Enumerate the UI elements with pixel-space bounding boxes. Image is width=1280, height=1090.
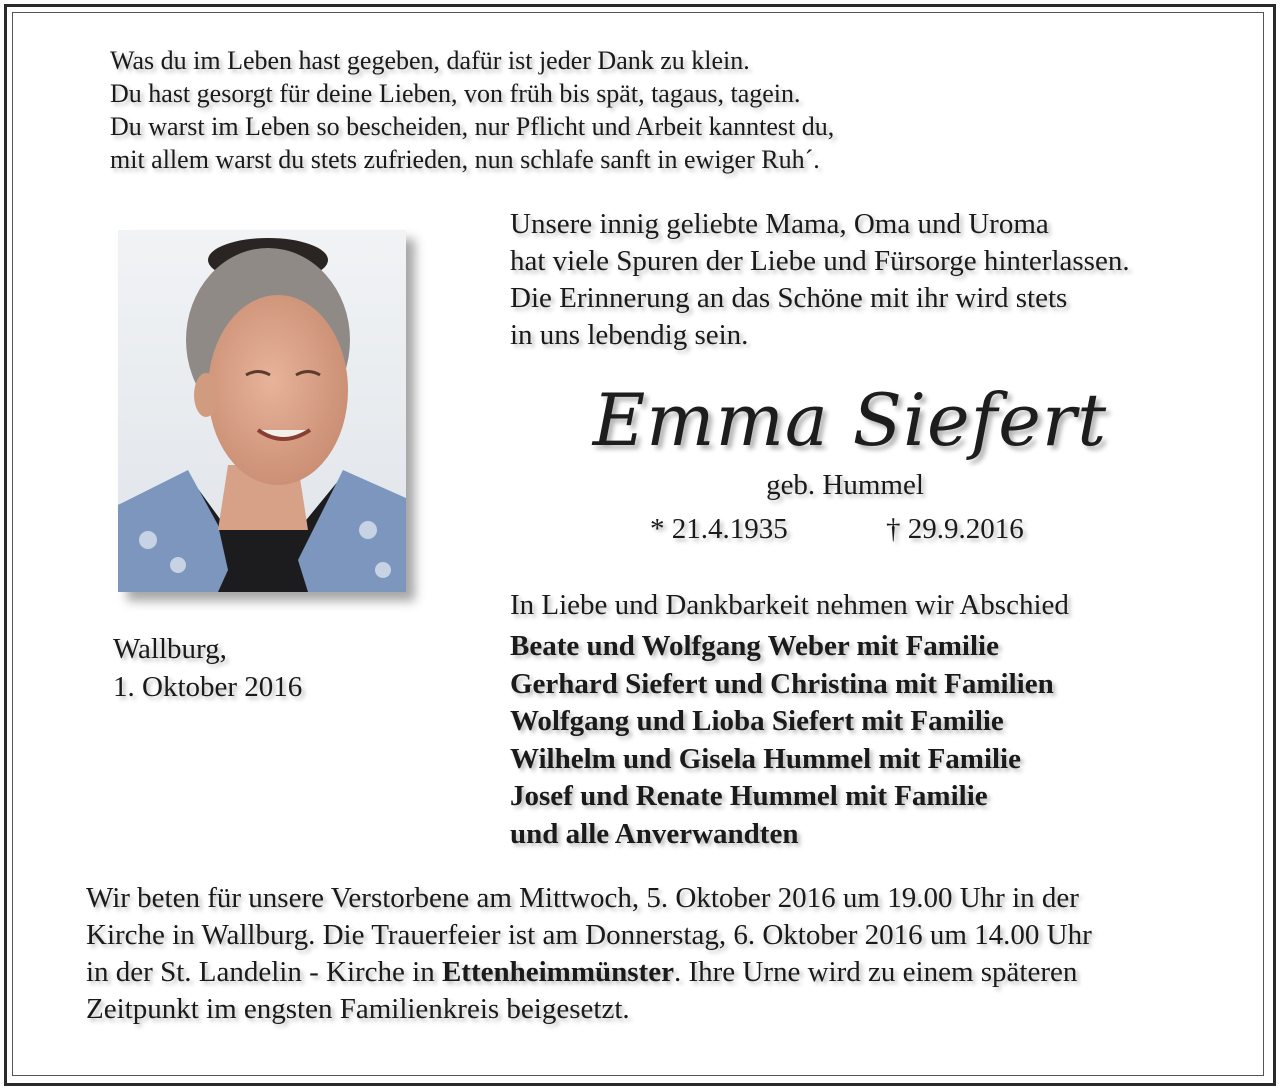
intro-line: Unsere innig geliebte Mama, Oma und Uroma <box>510 208 1049 240</box>
service-text: . Ihre Urne wird zu einem späteren <box>673 956 1078 988</box>
service-details <box>86 880 1236 1028</box>
poem-line: Du warst im Leben so bescheiden, nur Pflicht und Arbeit kanntest du, <box>110 112 835 141</box>
service-line: Kirche in Wallburg. Die Trauerfeier ist am Donnerstag, 6. Oktober 2016 um 14.00 Uhr <box>86 919 1092 951</box>
birth-date: * 21.4.1935 <box>650 513 788 545</box>
portrait-image <box>118 230 406 592</box>
portrait-photo <box>118 230 406 592</box>
mourner-entry: Wilhelm und Gisela Hummel mit Familie <box>510 742 1021 775</box>
service-line: Zeitpunkt im engsten Familienkreis beigesetzt. <box>86 993 630 1025</box>
mourner-entry: Beate und Wolfgang Weber mit Familie <box>510 630 999 662</box>
mourner-entry: Gerhard Siefert und Christina mit Familien <box>510 667 1054 700</box>
farewell-line: In Liebe und Dankbarkeit nehmen wir Abschied <box>510 589 1069 621</box>
service-line <box>86 954 1236 991</box>
mourner-entry: Wolfgang und Lioba Siefert mit Familie <box>510 705 1004 737</box>
poem-line: mit allem warst du stets zufrieden, nun schlafe sanft in ewiger Ruh´. <box>110 145 820 174</box>
deceased-name: Emma Siefert <box>592 378 1108 462</box>
date: 1. Oktober 2016 <box>113 671 303 703</box>
memorial-poem <box>110 44 834 176</box>
service-line: Wir beten für unsere Verstorbene am Mittwoch, 5. Oktober 2016 um 19.00 Uhr in der <box>86 882 1079 914</box>
place-and-date <box>113 630 302 706</box>
church-location: Ettenheimmünster <box>441 956 674 988</box>
intro-line: hat viele Spuren der Liebe und Fürsorge hinterlassen. <box>510 245 1130 277</box>
service-text: in der St. Landelin - Kirche in <box>86 956 442 988</box>
mourner-entry: und alle Anverwandten <box>510 817 799 850</box>
poem-line: Du hast gesorgt für deine Lieben, von früh bis spät, tagaus, tagein. <box>110 79 801 108</box>
intro-line: in uns lebendig sein. <box>510 319 749 351</box>
intro-line: Die Erinnerung an das Schöne mit ihr wird stets <box>510 282 1068 314</box>
maiden-name: geb. Hummel <box>766 469 924 501</box>
death-date: † 29.9.2016 <box>886 513 1024 545</box>
mourners-list <box>510 628 1054 853</box>
mourner-entry: Josef und Renate Hummel mit Familie <box>510 780 988 812</box>
place: Wallburg, <box>113 633 227 665</box>
poem-line: Was du im Leben hast gegeben, dafür ist jeder Dank zu klein. <box>110 46 750 75</box>
intro-text <box>510 206 1130 354</box>
